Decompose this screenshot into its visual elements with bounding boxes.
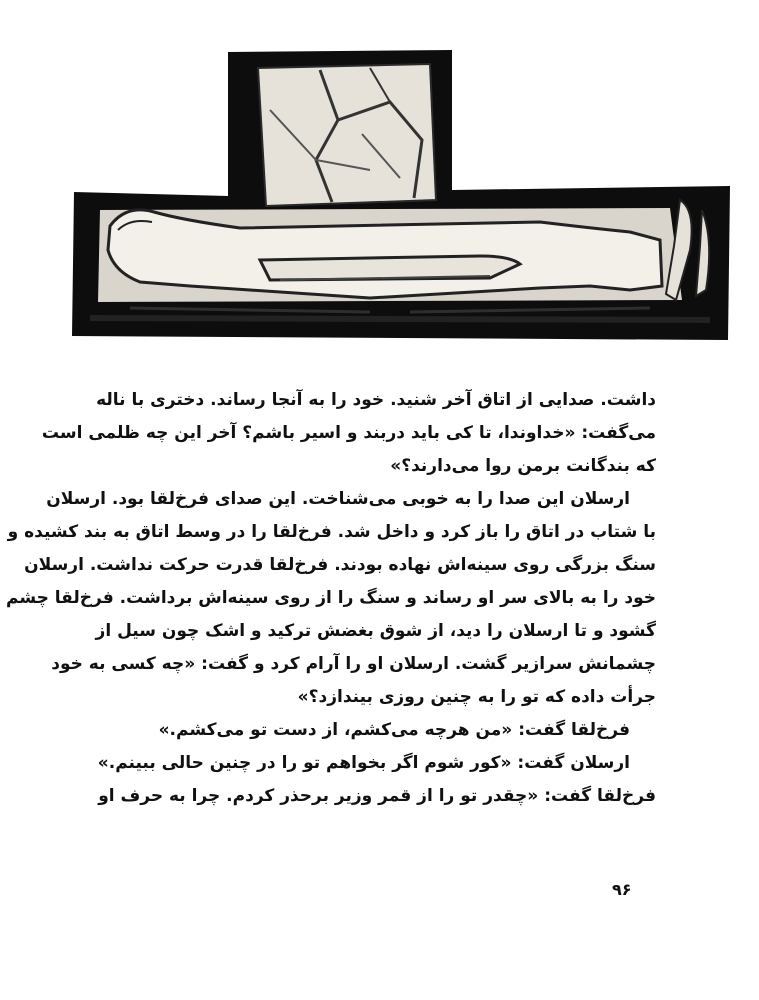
text-line: سنگ بزرگی روی سینه‌اش نهاده بودند. فرخ‌لقا قدرت حرکت نداشت. ارسلان	[24, 555, 656, 575]
text-line: خود را به بالای سر او رساند و سنگ را از روی سینه‌اش برداشت. فرخ‌لقا چشم	[5, 588, 656, 608]
text-line: گشود و تا ارسلان را دید، از شوق بغضش ترکید و اشک چون سیل از	[95, 621, 656, 641]
page-number: ۹۶	[612, 880, 632, 899]
text-line: فرخ‌لقا گفت: «چقدر تو را از قمر وزیر برحذر کردم. چرا به حرف او	[98, 786, 656, 806]
text-line: ارسلان گفت: «کور شوم اگر بخواهم تو را در چنین حالی ببینم.»	[97, 753, 630, 773]
text-line: فرخ‌لقا گفت: «من هرچه می‌کشم، از دست تو می‌کشم.»	[158, 720, 630, 740]
text-line: جرأت داده که تو را به چنین روزی بیندازد؟»	[297, 687, 656, 707]
text-line: داشت. صدایی از اتاق آخر شنید. خود را به آنجا رساند. دختری با ناله	[96, 390, 656, 410]
text-line: با شتاب در اتاق را باز کرد و داخل شد. فرخ‌لقا را در وسط اتاق به بند کشیده و	[7, 522, 656, 542]
text-line: می‌گفت: «خداوندا، تا کی باید دربند و اسیر باشم؟ آخر این چه ظلمی است	[41, 423, 656, 443]
illustration-image	[70, 50, 732, 342]
text-line: که بندگانت برمن روا می‌دارند؟»	[390, 456, 656, 476]
story-text	[5, 384, 656, 813]
text-line: ارسلان این صدا را به خوبی می‌شناخت. این صدای فرخ‌لقا بود. ارسلان	[46, 489, 630, 509]
text-line: چشمانش سرازیر گشت. ارسلان او را آرام کرد و گفت: «چه کسی به خود	[51, 654, 656, 674]
